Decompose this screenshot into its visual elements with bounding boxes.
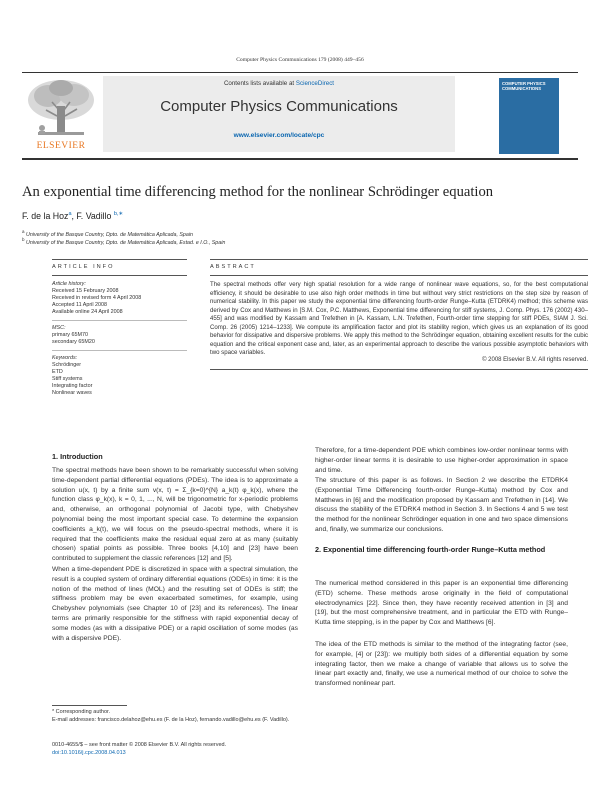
abstract-rule-2	[210, 275, 588, 276]
doi-link[interactable]: doi:10.1016/j.cpc.2008.04.013	[52, 750, 126, 756]
author-1: F. de la Hoz	[22, 211, 69, 221]
journal-cover-title: COMPUTER PHYSICS COMMUNICATIONS	[502, 81, 546, 91]
section-1-paragraph-1: The spectral methods have been shown to be remarkably successful when solving time-dependent partial differential equations (PDEs). The idea is to approximate a solution u(x, t) by a finite sum v(x, t) = Σ_{k=0}^{N} a_k(t) φ_k(x), where the function class φ_k(x), k = 0, 1, ..., N, will be trigonometric for x-periodic problems and, otherwise, an orthogonal polynomial of Jacobi type, with Chebyshev polynomial being the most important special case. To determine the expansion coefficients a_k(t), we will focus on the pseudo-spectral methods, where it is required that the coefficients make the residual equal zero at as many (suitably chosen) spatial points as possible. Three books [4,10] and [23] have been contributed to supplement the classic references [12] and [5].	[52, 467, 298, 563]
right-paragraph-4: The idea of the ETD methods is similar to the method of the integrating factor (see, for example, [4] or [23]): we multiply both sides of a differential equation by some integrating factor, then we make a change of variable that allows us to solve the linear part exactly and, finally, we use a numerical method of our choice to solve the transformed nonlinear part.	[315, 641, 568, 688]
email-addresses: E-mail addresses: francisco.delahoz@ehu.es (F. de la Hoz), fernando.vadillo@ehu.es (F. Vadillo).	[52, 717, 290, 723]
abstract-bottom-rule	[210, 369, 588, 370]
sciencedirect-link[interactable]: ScienceDirect	[295, 80, 335, 87]
history-received: Received 15 February 2008	[52, 288, 119, 294]
author-2-affil-mark[interactable]: b,∗	[113, 211, 124, 218]
journal-name: Computer Physics Communications	[160, 98, 398, 115]
msc-divider	[52, 350, 187, 351]
msc-label: MSC:	[52, 325, 66, 331]
history-label: Article history:	[52, 281, 86, 287]
author-1-affil-mark[interactable]: a	[68, 211, 72, 218]
keyword-item: Nonlinear waves	[52, 390, 92, 396]
history-divider	[52, 320, 187, 321]
msc-primary: primary 65M70	[52, 332, 88, 338]
right-paragraph-3: The numerical method considered in this paper is an exponential time differencing (ETD) scheme. These methods arose originally in the field of computational electrodynamics [22]. Since then, they have recently received attention in [3] and [19], but the most comprehensive treatment, and in particular the ETD with Runge–Kutta time stepping, is in the paper by Cox and Matthews [6].	[315, 580, 568, 627]
keyword-item: Integrating factor	[52, 383, 93, 389]
issn-line: 0010-4655/$ – see front matter © 2008 Elsevier B.V. All rights reserved.	[52, 742, 227, 748]
affiliation-a-text: University of the Basque Country, Dpto. de Matemática Aplicada, Spain	[26, 231, 193, 238]
affiliation-b	[22, 237, 225, 246]
abstract-copyright: © 2008 Elsevier B.V. All rights reserved.	[482, 357, 588, 363]
history-revised: Received in revised form 4 April 2008	[52, 295, 142, 301]
contents-line	[103, 80, 455, 87]
history-online: Available online 24 April 2008	[52, 309, 123, 315]
affiliation-b-mark: b	[22, 237, 25, 242]
abstract-text: The spectral methods offer very high spatial resolution for a wide range of nonlinear wave equations, so, for the best computational efficiency, it should be desirable to use also high order methods in time but without very strict restrictions on the step size by reason of numerical stability. In this paper we study the exponential time differencing fourth-order Runge–Kutta (ETDRK4) method; this scheme was derived by Cox and Matthews in [S.M. Cox, P.C. Matthews, Exponential time differencing for stiff systems, J. Comp. Phys. 176 (2002) 430–455] and was modified by Kassam and Trefethen in [A. Kassam, L.N. Trefethen, Fourth-order time stepping for stiff PDEs, SIAM J. Sci. Comp. 26 (2005) 1214–1233]. We compute its amplification factor and plot its stability region, which gives us an explanation of its good behavior for dissipative and dispersive problems. We apply this method to the Schrödinger equation, obtaining excellent results for the cubic equation and the critical exponent case and, later, as an experimental approach to describe the various possible asymptotic behaviors with two space variables.	[210, 281, 588, 356]
section-2-heading: 2. Exponential time differencing fourth-order Runge–Kutta method	[315, 545, 546, 554]
right-paragraph-1: Therefore, for a time-dependent PDE which combines low-order nonlinear terms with higher-order linear terms it is desirable to use higher-order approximation in space and time.	[315, 447, 568, 474]
keywords-label: Keywords:	[52, 355, 78, 361]
corresponding-author-note: * Corresponding author.	[52, 709, 111, 715]
footnote-rule	[52, 705, 127, 706]
abstract-heading: ABSTRACT	[210, 264, 256, 270]
affiliation-b-text: University of the Basque Country, Dpto. de Matemática Aplicada, Estad. e I.O., Spain	[26, 239, 226, 246]
author-separator: ,	[71, 211, 77, 221]
section-1-heading: 1. Introduction	[52, 452, 103, 461]
abstract-rule	[210, 259, 588, 260]
author-line	[22, 211, 123, 221]
header-bottom-rule	[22, 158, 578, 160]
author-2: F. Vadillo	[76, 211, 112, 221]
header-top-rule	[22, 72, 578, 73]
journal-reference: Computer Physics Communications 179 (2008) 449–456	[236, 57, 364, 63]
keyword-item: Schrödinger	[52, 362, 82, 368]
article-info-rule-2	[52, 275, 187, 276]
keyword-item: Stiff systems	[52, 376, 83, 382]
history-accepted: Accepted 11 April 2008	[52, 302, 108, 308]
contents-prefix: Contents lists available at	[223, 80, 295, 87]
elsevier-wordmark: ELSEVIER	[36, 141, 86, 151]
msc-secondary: secondary 65M20	[52, 339, 95, 345]
elsevier-tree-logo-icon	[24, 76, 98, 140]
keyword-item: ETD	[52, 369, 63, 375]
right-paragraph-2: The structure of this paper is as follows. In Section 2 we describe the ETDRK4 (Exponential Time Differencing fourth-order Runge–Kutta) method by Cox and Matthews in [6] and the modification proposed by Kassam and Trefethen in [14]. We discuss the stability of the ETDRK4 method in Section 3. In Sections 4 and 5 we test the method for the nonlinear Schrödinger equation in one and two space dimensions and, finally, we summarize our conclusions.	[315, 477, 568, 533]
article-info-heading: ARTICLE INFO	[52, 264, 115, 270]
affiliation-a-mark: a	[22, 229, 25, 234]
journal-homepage-link[interactable]: www.elsevier.com/locate/cpc	[233, 132, 325, 139]
section-1-paragraph-2: When a time-dependent PDE is discretized in space with a spectral simulation, the result is a coupled system of ordinary differential equations (ODEs) in time: it is the notion of the method of lines (MOL) and the resulting set of ODEs is stiff; the stiffness problem may be even exacerbated sometimes, for example, using Chebyshev polynomials (see Chapter 10 of [23] and its references). The linear terms are primarily responsible for the stiffness with rapid exponential decay of some modes (as with a dissipative PDE) or a rapid oscillation of some modes (as with a dispersive PDE).	[52, 566, 298, 642]
article-title: An exponential time differencing method for the nonlinear Schrödinger equation	[22, 184, 494, 200]
article-info-rule	[52, 259, 187, 260]
